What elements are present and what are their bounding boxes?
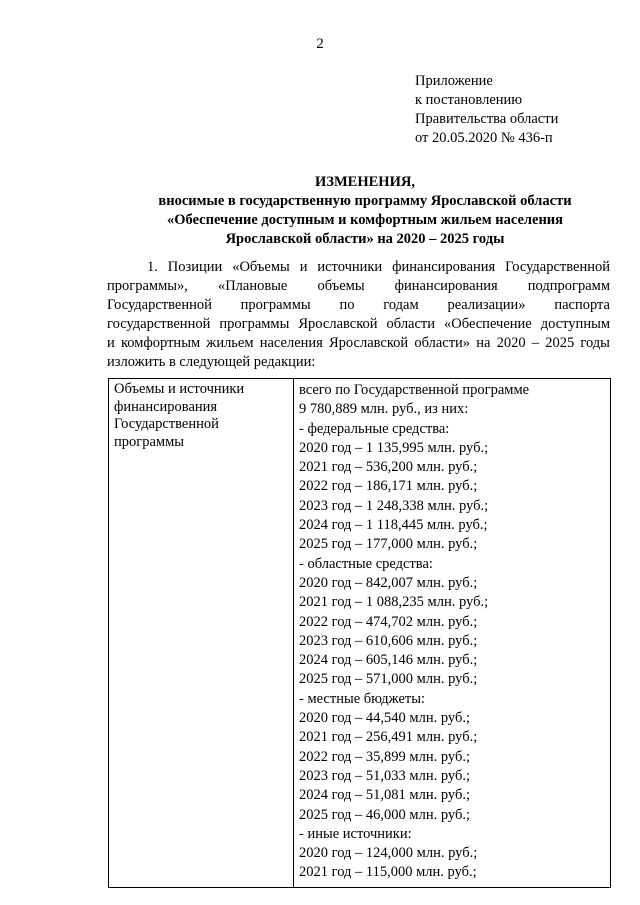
paragraph-word: – [531,335,540,351]
table-value-line: 2022 год – 186,171 млн. руб.; [299,478,478,495]
paragraph-word: комфортным [120,335,201,351]
paragraph-word: доступным [540,316,610,332]
paragraph-word: на [476,335,491,351]
paragraph-word: Государственной [505,259,610,275]
appendix-line: Правительства области [415,111,559,127]
title-line: вносимые в государственную программу Ярославской области [158,193,572,209]
table-value-cell [294,379,611,888]
paragraph-word: годам [383,297,419,313]
table-value-line: 2020 год – 124,000 млн. руб.; [299,845,478,862]
table-value-line: - иные источники: [299,825,412,842]
appendix-line: Приложение [415,73,493,89]
paragraph-word: области [386,316,436,332]
paragraph-word: Ярославской [329,335,409,351]
table-label-cell [109,379,294,888]
paragraph-line [107,334,610,353]
paragraph-word: 2025 [545,335,575,351]
paragraph-word: Позиции [167,259,223,275]
paragraph-word: «Обеспечение [444,316,532,332]
appendix-line: от 20.05.2020 № 436-п [415,130,553,146]
paragraph-word: финансирования [394,278,498,294]
paragraph-line [107,277,610,296]
table-value-line: - областные средства: [299,555,433,572]
paragraph-word: 2020 [496,335,526,351]
table-value-line: 2025 год – 46,000 млн. руб.; [299,806,470,823]
table-value-line: 2022 год – 35,899 млн. руб.; [299,748,470,765]
paragraph-line [107,258,610,277]
paragraph-word: Ярославской [298,316,378,332]
table-label-line: Государственной [114,416,219,432]
table-value-line: 2023 год – 1 248,338 млн. руб.; [299,497,489,514]
appendix-block [415,72,558,148]
paragraph-line [107,315,610,334]
table-value-line: всего по Государственной программе [299,382,530,398]
table-value-line: 2021 год – 115,000 млн. руб.; [299,864,477,881]
table-value-line: 2024 год – 1 118,445 млн. руб.; [299,517,488,534]
appendix-line: к постановлению [415,92,523,108]
paragraph-word: и [299,259,308,275]
paragraph-line [107,353,610,372]
paragraph-word: программы», [107,278,188,294]
table-value-line: 2022 год – 474,702 млн. руб.; [299,613,478,630]
paragraph-word: населения [259,335,323,351]
table-value-line: - местные бюджеты: [299,690,425,707]
paragraph-word: «Плановые [217,278,288,294]
table-value-line: 2020 год – 44,540 млн. руб.; [299,710,470,727]
table-value-line: 2025 год – 177,000 млн. руб.; [299,536,478,553]
table-label-line: программы [114,433,184,450]
table-value-line: 2025 год – 571,000 млн. руб.; [299,671,478,688]
paragraph-word: объемы [317,278,365,294]
funding-table [108,378,611,888]
table-value-line: 2021 год – 256,491 млн. руб.; [299,729,478,746]
paragraph-word: годы [580,335,610,351]
paragraph-line [107,296,610,315]
document-title [100,173,630,249]
paragraph-word: области» [414,335,471,351]
table-value-line: 2024 год – 605,146 млн. руб.; [299,652,478,669]
paragraph-word: реализации» [447,297,526,313]
table-row [109,379,611,888]
paragraph-word: и [107,335,115,351]
table-value-line: 2020 год – 1 135,995 млн. руб.; [299,439,489,456]
paragraph-word: программы [219,316,290,332]
paragraph-word: 1. [147,259,158,275]
table-value-line: 2021 год – 1 088,235 млн. руб.; [299,594,489,611]
table-value-line: 2023 год – 610,606 млн. руб.; [299,632,478,649]
paragraph-word: по [339,297,355,313]
title-line: «Обеспечение доступным и комфортным жильем населения [166,212,564,228]
paragraph-word: «Объемы [232,259,290,275]
paragraph-word: государственной [107,316,211,332]
paragraph-word: подпрограмм [527,278,610,294]
paragraph-word: жильем [206,335,254,351]
table-label-line: финансирования [114,398,218,415]
paragraph-word: изложить в следующей редакции: [107,354,316,370]
page-number: 2 [316,36,324,52]
paragraph-word: Государственной [107,297,212,313]
body-paragraph [107,258,610,372]
table-value-line: 9 780,889 млн. руб., из них: [299,401,469,418]
table-value-line: - федеральные средства: [299,420,450,437]
table-value-line: 2023 год – 51,033 млн. руб.; [299,767,470,784]
table-value-line: 2020 год – 842,007 млн. руб.; [299,574,478,591]
title-line: ИЗМЕНЕНИЯ, [315,174,415,190]
paragraph-word: паспорта [554,297,610,313]
table-value-line: 2021 год – 536,200 млн. руб.; [299,459,478,476]
table-label-line: Объемы и источники [114,381,245,397]
table-value-line: 2024 год – 51,081 млн. руб.; [299,787,470,804]
paragraph-word: программы [240,297,311,313]
paragraph-word: источники [317,259,383,275]
title-line: Ярославской области» на 2020 – 2025 годы [225,231,505,247]
paragraph-word: финансирования [392,259,496,275]
